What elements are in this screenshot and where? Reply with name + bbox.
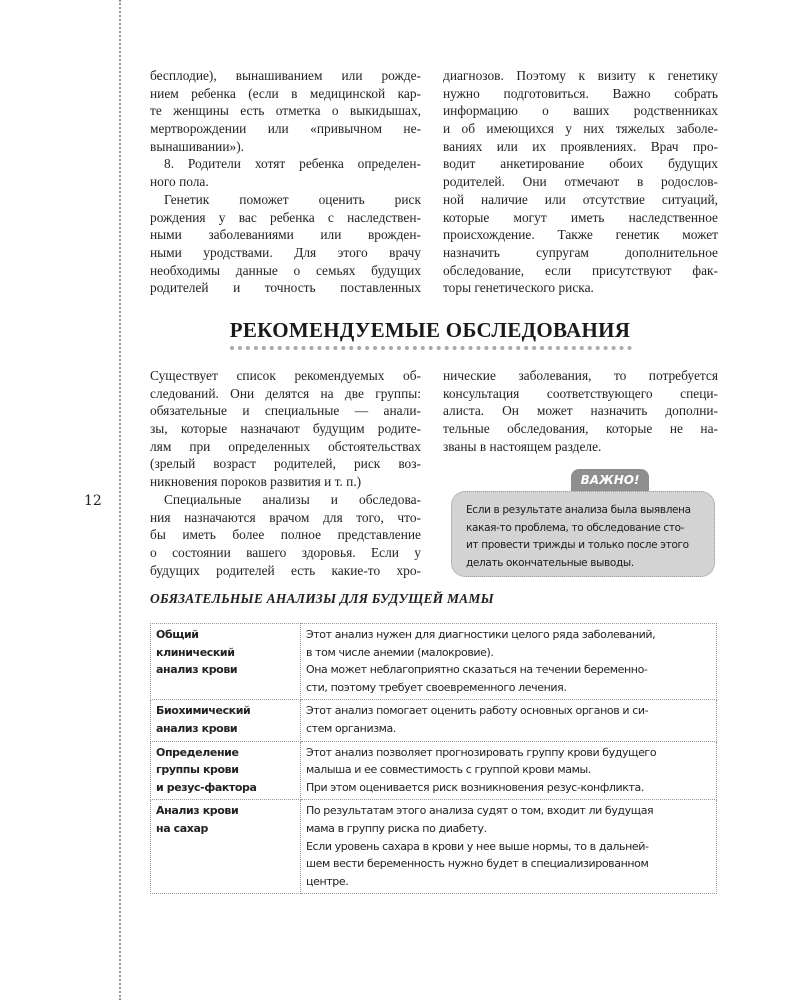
text-line: происхождение. Также генетик может xyxy=(443,227,718,243)
table-row xyxy=(151,800,717,894)
table-title: ОБЯЗАТЕЛЬНЫЕ АНАЛИЗЫ ДЛЯ БУДУЩЕЙ МАМЫ xyxy=(150,591,494,606)
test-name-line: на сахар xyxy=(156,821,208,835)
table-row xyxy=(151,700,717,741)
text-line: нужно подготовиться. Важно собрать xyxy=(443,85,718,101)
note-line: Если в результате анализа была выявлена xyxy=(466,504,691,516)
text-line: ваниях или их проявлениях. Врач про- xyxy=(443,138,718,154)
test-description-line: сти, поэтому требует своевременного лечения. xyxy=(306,680,567,694)
text-line: торы генетического риска. xyxy=(443,280,594,296)
test-name-line: анализ крови xyxy=(156,663,238,677)
text-line: Существует список рекомендуемых об- xyxy=(150,368,421,383)
note-line: делать окончательные выводы. xyxy=(466,556,634,569)
test-description-line: в том числе анемии (малокровие). xyxy=(306,645,494,659)
note-line: ит провести трижды и только после этого xyxy=(466,539,689,551)
text-line: и об имеющихся у них тяжелых заболе- xyxy=(443,121,718,137)
test-name xyxy=(151,700,301,741)
text-line: лям при определенных обстоятельствах xyxy=(150,438,421,454)
text-line: ного пола. xyxy=(150,174,209,190)
test-description xyxy=(301,800,717,894)
test-description-line: центре. xyxy=(306,874,349,888)
test-description-line: мама в группу риска по диабету. xyxy=(306,821,487,835)
text-line: рождения у вас ребенка с наследствен- xyxy=(150,209,421,225)
text-line: нические заболевания, то потребуется xyxy=(443,368,718,383)
test-name-line: анализ крови xyxy=(156,721,238,735)
table-row xyxy=(151,624,717,700)
text-line: Специальные анализы и обследова- xyxy=(164,491,421,507)
mid-right-column xyxy=(443,367,718,455)
test-name-line: Определение xyxy=(156,745,239,759)
important-tab: ВАЖНО! xyxy=(571,469,649,493)
mid-left-column xyxy=(150,367,421,579)
text-line: зы, которые назначают будущим родите- xyxy=(150,421,421,437)
text-line: родителей. Они отмечают в родослов- xyxy=(443,174,718,190)
test-name-line: клинический xyxy=(156,645,235,659)
test-description-line: Этот анализ позволяет прогнозировать группу крови будущего xyxy=(306,745,657,759)
top-left-column xyxy=(150,67,421,297)
text-line: 8. Родители хотят ребенка определен- xyxy=(164,156,421,172)
text-line: назначить супругам дополнительное xyxy=(443,244,718,260)
text-line: тельные обследования, которые не на- xyxy=(443,421,718,437)
test-description-line: При этом оценивается риск возникновения резус-конфликта. xyxy=(306,780,644,794)
test-description-line: малыша и ее совместимость с группой крови мамы. xyxy=(306,763,591,777)
test-name-line: и резус-фактора xyxy=(156,780,257,794)
test-name-line: Общий xyxy=(156,628,199,641)
text-line: информацию о ваших родственниках xyxy=(443,103,718,119)
tests-table xyxy=(150,623,717,894)
text-line: бесплодие), вынашиванием или рожде- xyxy=(150,68,421,83)
test-description-line: По результатам этого анализа судят о том, входит ли будущая xyxy=(306,804,654,818)
test-description-line: Если уровень сахара в крови у нее выше нормы, то в дальней- xyxy=(306,839,649,853)
text-line: следований. Они делятся на две группы: xyxy=(150,385,421,401)
note-line: какая-то проблема, то обследование сто- xyxy=(466,521,685,534)
text-line: необходимы данные о семьях будущих xyxy=(150,262,421,278)
text-line: званы в настоящем разделе. xyxy=(443,438,602,454)
text-line: алиста. Он может назначить дополни- xyxy=(443,403,718,419)
text-line: ными уродствами. Для этого врачу xyxy=(150,244,421,260)
section-title: РЕКОМЕНДУЕМЫЕ ОБСЛЕДОВАНИЯ xyxy=(229,318,631,342)
test-description-line: Она может неблагоприятно сказаться на течении беременно- xyxy=(306,663,648,677)
text-line: (зрелый возраст родителей, риск воз- xyxy=(150,456,421,472)
test-name-line: Биохимический xyxy=(156,704,251,718)
test-name xyxy=(151,741,301,800)
title-dotted-underline xyxy=(230,346,632,350)
test-description xyxy=(301,624,717,700)
text-line: нием ребенка (если в медицинской кар- xyxy=(150,85,421,101)
test-description xyxy=(301,700,717,741)
top-right-column xyxy=(443,67,718,297)
test-description-line: стем организма. xyxy=(306,721,396,735)
important-note-box xyxy=(451,491,715,577)
text-line: те женщины есть отметка о выкидышах, xyxy=(150,103,421,119)
text-line: которые могут иметь наследственное xyxy=(443,209,718,225)
test-description-line: шем вести беременность нужно будет в специализированном xyxy=(306,857,649,871)
test-description-line: Этот анализ помогает оценить работу основных органов и си- xyxy=(306,704,649,718)
text-line: консультация соответствующего специ- xyxy=(443,385,718,401)
test-name xyxy=(151,800,301,894)
page-number: 12 xyxy=(84,493,102,509)
text-line: ния назначаются врачом для того, что- xyxy=(150,509,421,525)
text-line: мертворождении или «привычном не- xyxy=(150,121,421,137)
test-name xyxy=(151,624,301,700)
text-line: родителей и точность поставленных xyxy=(150,280,421,296)
text-line: ными заболеваниями или врожден- xyxy=(150,227,421,243)
text-line: о состоянии вашего здоровья. Если у xyxy=(150,544,421,560)
margin-dotted-line xyxy=(119,0,121,1000)
text-line: никновения пороков развития и т. п.) xyxy=(150,474,362,490)
test-description xyxy=(301,741,717,800)
text-line: будущих родителей есть какие-то хро- xyxy=(150,562,421,578)
text-line: диагнозов. Поэтому к визиту к генетику xyxy=(443,68,718,83)
test-name-line: Анализ крови xyxy=(156,804,239,818)
table-row xyxy=(151,741,717,800)
text-line: Генетик поможет оценить риск xyxy=(164,191,421,207)
text-line: вынашивании»). xyxy=(150,138,244,154)
text-line: обследование, если присутствуют фак- xyxy=(443,262,718,278)
test-description-line: Этот анализ нужен для диагностики целого ряда заболеваний, xyxy=(306,628,656,641)
text-line: обязательные и специальные — анали- xyxy=(150,403,421,419)
text-line: ной наличие или отсутствие ситуаций, xyxy=(443,191,718,207)
text-line: бы иметь более полное представление xyxy=(150,527,421,543)
text-line: водит анкетирование обоих будущих xyxy=(443,156,718,172)
test-name-line: группы крови xyxy=(156,763,239,777)
